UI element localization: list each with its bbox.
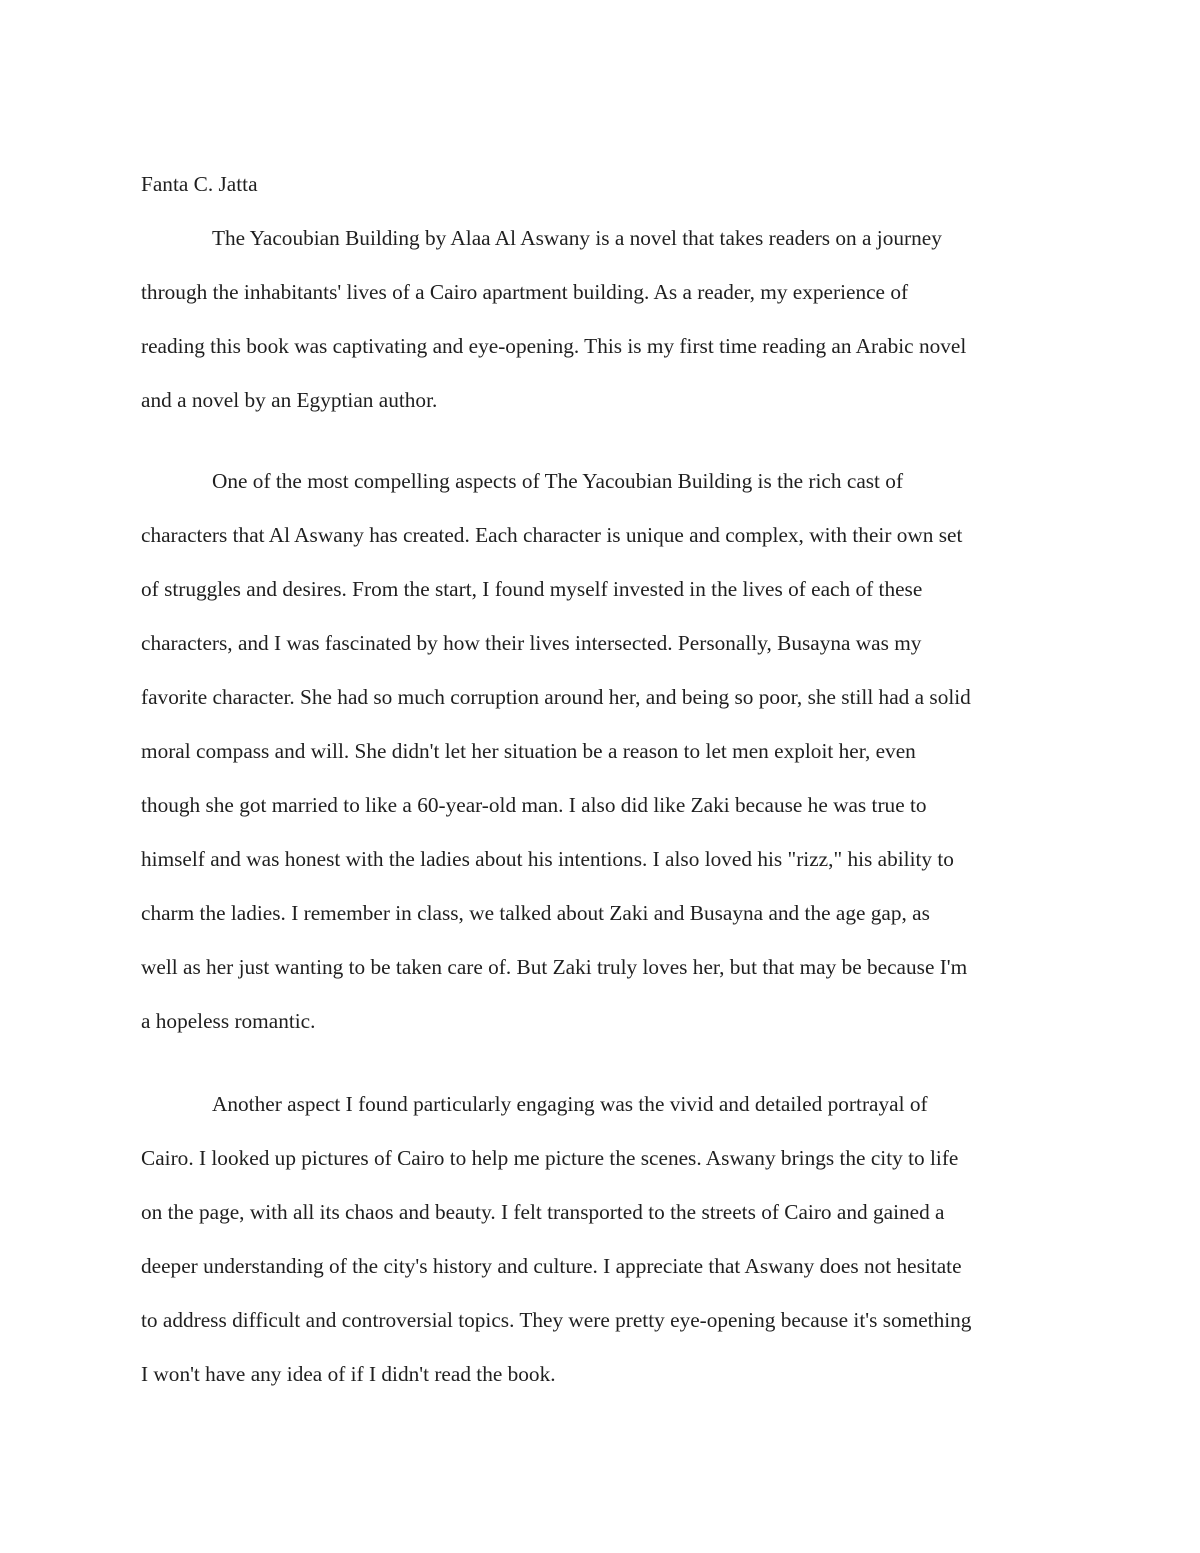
paragraph-line: well as her just wanting to be taken care of. But Zaki truly loves her, but that may be because I'm: [141, 955, 968, 979]
paragraph-line: One of the most compelling aspects of The Yacoubian Building is the rich cast of: [212, 469, 904, 493]
paragraph-1: [141, 211, 1066, 427]
paragraph-line: moral compass and will. She didn't let her situation be a reason to let men exploit her, even: [141, 739, 916, 763]
paragraph-line: The Yacoubian Building by Alaa Al Aswany is a novel that takes readers on a journey: [212, 226, 942, 250]
paragraph-line: through the inhabitants' lives of a Cairo apartment building. As a reader, my experience of: [141, 280, 909, 304]
paragraph-line: deeper understanding of the city's history and culture. I appreciate that Aswany does not hesitate: [141, 1254, 962, 1278]
paragraph-line: to address difficult and controversial topics. They were pretty eye-opening because it's something: [141, 1308, 972, 1332]
paragraph-line: charm the ladies. I remember in class, we talked about Zaki and Busayna and the age gap, as: [141, 901, 930, 925]
paragraph-line: Another aspect I found particularly engaging was the vivid and detailed portrayal of: [212, 1092, 928, 1116]
paragraph-line: characters that Al Aswany has created. Each character is unique and complex, with their own set: [141, 523, 963, 547]
paragraph-line: characters, and I was fascinated by how their lives intersected. Personally, Busayna was my: [141, 631, 922, 655]
paragraph-3: [141, 1077, 1066, 1401]
author-name: Fanta C. Jatta: [141, 172, 258, 196]
paragraph-line: of struggles and desires. From the start, I found myself invested in the lives of each of these: [141, 577, 923, 601]
paragraph-line: a hopeless romantic.: [141, 1009, 316, 1033]
paragraph-line: favorite character. She had so much corruption around her, and being so poor, she still had a solid: [141, 685, 971, 709]
paragraph-line: Cairo. I looked up pictures of Cairo to help me picture the scenes. Aswany brings the city to life: [141, 1146, 959, 1170]
paragraph-line: on the page, with all its chaos and beauty. I felt transported to the streets of Cairo and gained a: [141, 1200, 945, 1224]
paragraph-2: [141, 454, 1066, 1048]
paragraph-line: and a novel by an Egyptian author.: [141, 388, 438, 412]
paragraph-line: though she got married to like a 60-year-old man. I also did like Zaki because he was true to: [141, 793, 927, 817]
paragraph-line: I won't have any idea of if I didn't read the book.: [141, 1362, 556, 1386]
paragraph-line: reading this book was captivating and eye-opening. This is my first time reading an Arabic novel: [141, 334, 967, 358]
paragraph-line: himself and was honest with the ladies about his intentions. I also loved his "rizz," his ability to: [141, 847, 954, 871]
